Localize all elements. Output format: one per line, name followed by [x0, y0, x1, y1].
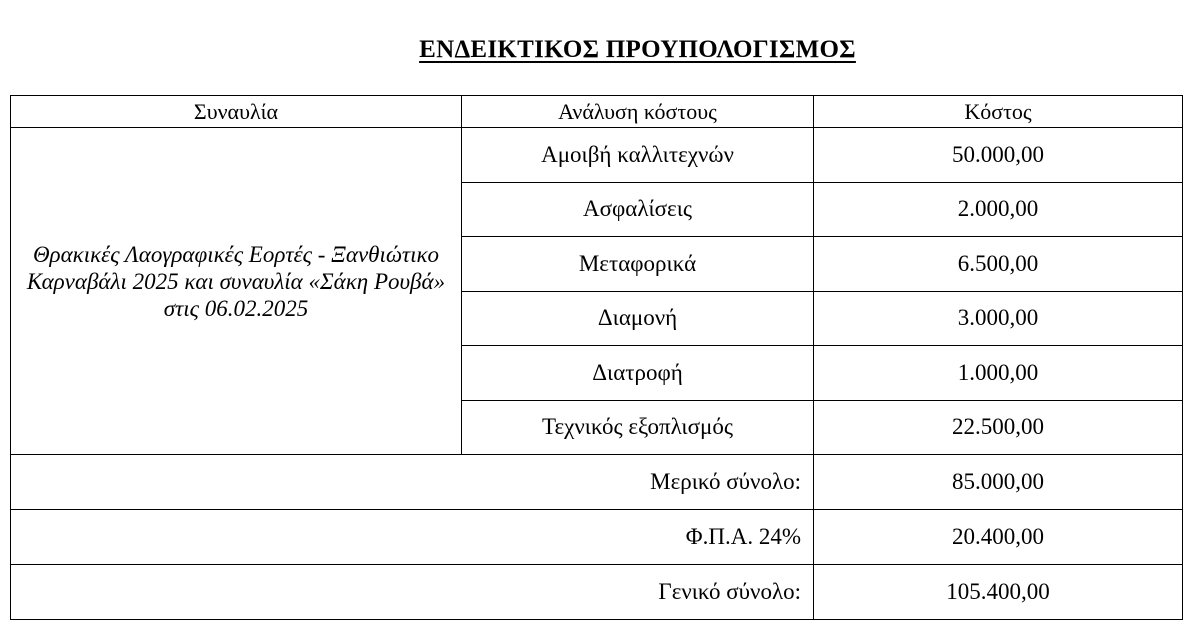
item-label: Διαμονή	[462, 291, 814, 346]
concert-description-cell	[11, 128, 462, 455]
subtotal-value: 85.000,00	[814, 455, 1183, 510]
item-label: Διατροφή	[462, 346, 814, 401]
grand-total-label: Γενικό σύνολο:	[11, 565, 814, 620]
table-header-row	[11, 96, 1183, 128]
item-cost: 3.000,00	[814, 291, 1183, 346]
subtotal-label: Μερικό σύνολο:	[11, 455, 814, 510]
vat-row	[11, 510, 1183, 565]
item-cost: 6.500,00	[814, 237, 1183, 292]
item-label: Ασφαλίσεις	[462, 182, 814, 237]
header-concert: Συναυλία	[11, 96, 462, 128]
item-cost: 1.000,00	[814, 346, 1183, 401]
subtotal-row	[11, 455, 1183, 510]
item-cost: 22.500,00	[814, 400, 1183, 455]
item-label: Τεχνικός εξοπλισμός	[462, 400, 814, 455]
header-cost: Κόστος	[814, 96, 1183, 128]
table-row	[11, 128, 1183, 183]
concert-description: Θρακικές Λαογραφικές Εορτές - Ξανθιώτικο Καρναβάλι 2025 και συναυλία «Σάκη Ρουβά» στις 06.02.2025	[26, 241, 446, 321]
item-label: Μεταφορικά	[462, 237, 814, 292]
grand-total-row	[11, 565, 1183, 620]
budget-table	[10, 95, 1183, 620]
vat-label: Φ.Π.Α. 24%	[11, 510, 814, 565]
vat-value: 20.400,00	[814, 510, 1183, 565]
item-label: Αμοιβή καλλιτεχνών	[462, 128, 814, 183]
grand-total-value: 105.400,00	[814, 565, 1183, 620]
header-cost-analysis: Ανάλυση κόστους	[462, 96, 814, 128]
item-cost: 50.000,00	[814, 128, 1183, 183]
item-cost: 2.000,00	[814, 182, 1183, 237]
document-title: ΕΝΔΕΙΚΤΙΚΟΣ ΠΡΟΥΠΟΛΟΓΙΣΜΟΣ	[419, 36, 856, 63]
